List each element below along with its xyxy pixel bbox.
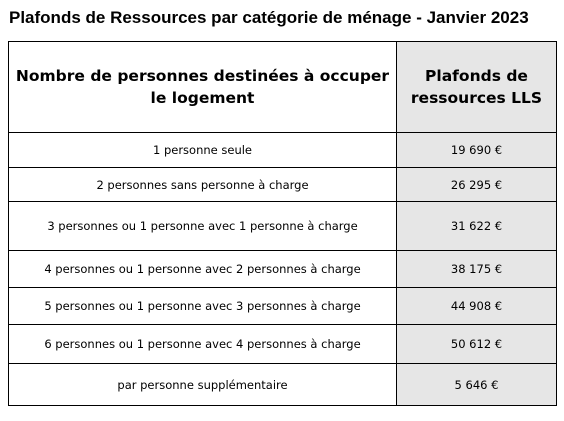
table-row [9,364,557,406]
ceiling-amount-cell: 38 175 € [397,251,557,288]
household-category-cell: 3 personnes ou 1 personne avec 1 personne à charge [9,202,397,251]
household-category-cell: 1 personne seule [9,133,397,168]
ceiling-amount-cell: 19 690 € [397,133,557,168]
household-category-cell: par personne supplémentaire [9,364,397,406]
household-category-cell: 4 personnes ou 1 personne avec 2 personnes à charge [9,251,397,288]
column-header-resource-ceiling: Plafonds de ressources LLS [397,42,557,133]
table-header-row [9,42,557,133]
ceiling-amount-cell: 5 646 € [397,364,557,406]
table-row [9,325,557,364]
resource-ceilings-table [8,41,557,406]
household-category-cell: 6 personnes ou 1 personne avec 4 personnes à charge [9,325,397,364]
ceiling-amount-cell: 26 295 € [397,168,557,202]
ceiling-amount-cell: 31 622 € [397,202,557,251]
table-row [9,168,557,202]
ceiling-amount-cell: 44 908 € [397,288,557,325]
table-row [9,251,557,288]
household-category-cell: 2 personnes sans personne à charge [9,168,397,202]
ceiling-amount-cell: 50 612 € [397,325,557,364]
table-row [9,288,557,325]
table-row [9,202,557,251]
page-title: Plafonds de Ressources par catégorie de ménage - Janvier 2023 [9,8,529,27]
table-row [9,133,557,168]
household-category-cell: 5 personnes ou 1 personne avec 3 personnes à charge [9,288,397,325]
column-header-household-size: Nombre de personnes destinées à occuper le logement [9,42,397,133]
